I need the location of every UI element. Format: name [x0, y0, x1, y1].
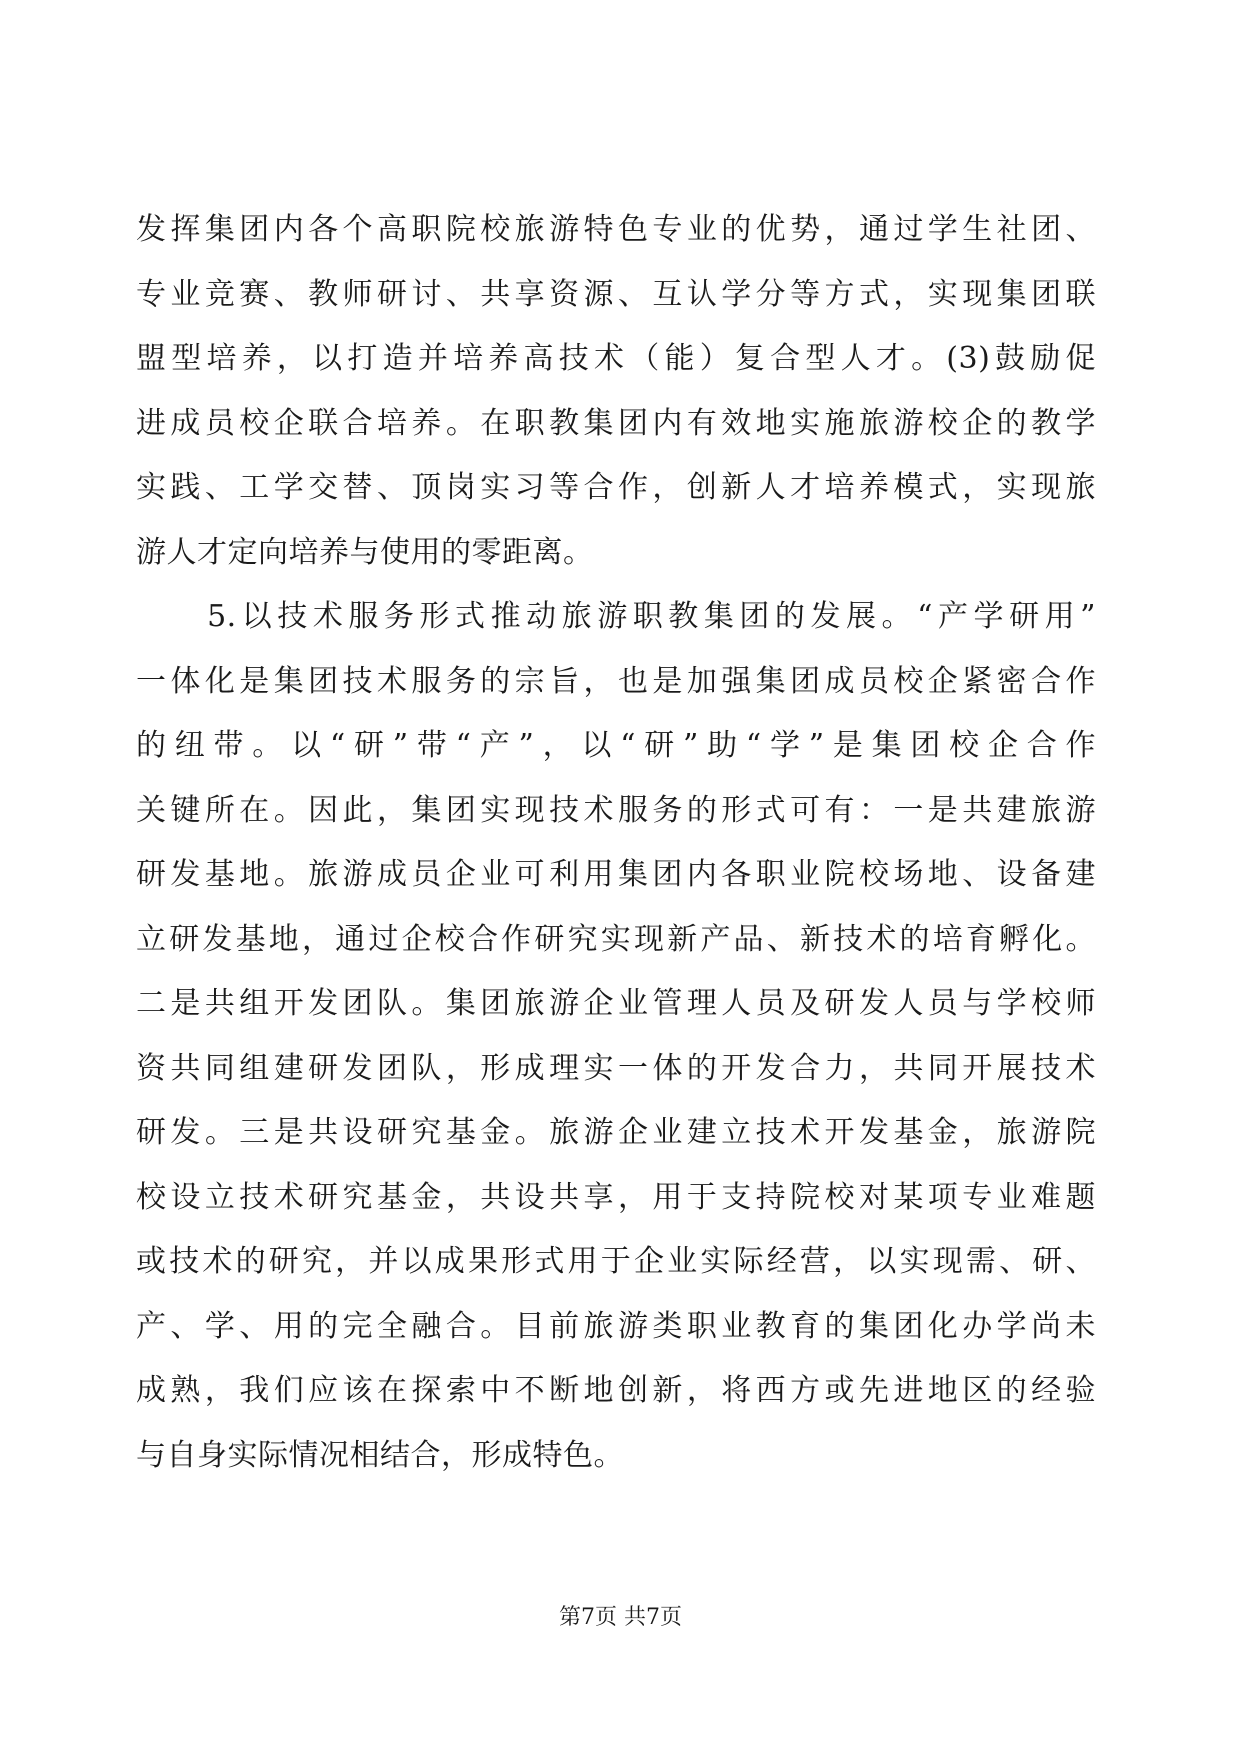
text-line: 进成员校企联合培养。在职教集团内有效地实施旅游校企的教学	[136, 405, 1096, 441]
body-text	[136, 198, 1096, 1488]
text-line: 立研发基地，通过企校合作研究实现新产品、新技术的培育孵化。	[136, 921, 1096, 957]
text-line: 专业竞赛、教师研讨、共享资源、互认学分等方式，实现集团联	[136, 276, 1096, 312]
text-line: 实践、工学交替、顶岗实习等合作，创新人才培养模式，实现旅	[136, 470, 1096, 505]
text-line: 5.以技术服务形式推动旅游职教集团的发展。“产学研用”	[136, 599, 1096, 634]
text-line: 或技术的研究，并以成果形式用于企业实际经营，以实现需、研、	[136, 1244, 1096, 1279]
text-line: 与自身实际情况相结合，形成特色。	[136, 1437, 624, 1473]
text-line: 一体化是集团技术服务的宗旨，也是加强集团成员校企紧密合作	[136, 663, 1096, 699]
text-line: 产、学、用的完全融合。目前旅游类职业教育的集团化办学尚未	[136, 1308, 1096, 1344]
text-line: 成熟，我们应该在探索中不断地创新，将西方或先进地区的经验	[136, 1373, 1096, 1408]
text-line: 研发。三是共设研究基金。旅游企业建立技术开发基金，旅游院	[136, 1115, 1096, 1150]
text-line: 二是共组开发团队。集团旅游企业管理人员及研发人员与学校师	[136, 986, 1096, 1021]
text-line: 资共同组建研发团队，形成理实一体的开发合力，共同开展技术	[136, 1050, 1096, 1086]
text-line: 发挥集团内各个高职院校旅游特色专业的优势，通过学生社团、	[136, 212, 1096, 247]
text-line: 校设立技术研究基金，共设共享，用于支持院校对某项专业难题	[136, 1179, 1096, 1215]
text-line: 盟型培养，以打造并培养高技术（能）复合型人才。(3)鼓励促	[136, 341, 1096, 376]
text-line: 的纽带。以“研”带“产”，以“研”助“学”是集团校企合作	[136, 728, 1096, 763]
text-line: 游人才定向培养与使用的零距离。	[136, 534, 594, 570]
page-number-footer: 第7页 共7页	[559, 1605, 682, 1630]
text-line: 研发基地。旅游成员企业可利用集团内各职业院校场地、设备建	[136, 857, 1096, 892]
text-line: 关键所在。因此，集团实现技术服务的形式可有：一是共建旅游	[136, 792, 1096, 828]
